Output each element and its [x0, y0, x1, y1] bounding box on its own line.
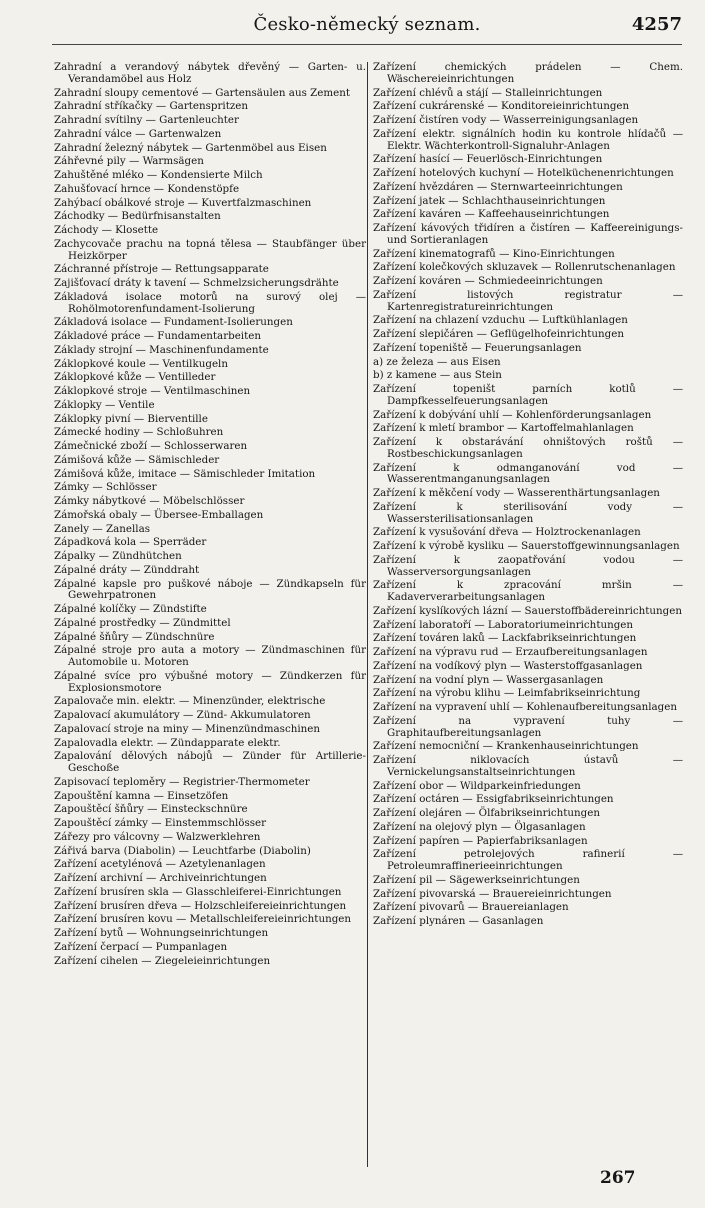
dictionary-entry: Zařízení k výrobě kysliku — Sauerstoffgewinnungsanlagen: [373, 540, 680, 552]
dictionary-entry: Zařízení k odmanganování vod — Wasserentmanganungsanlagen: [373, 461, 683, 486]
dictionary-entry: Zajišťovací dráty k tavení — Schmelzsicherungsdrähte: [54, 277, 339, 289]
dictionary-entry: Základová isolace motorů na surový olej — Rohölmotorenfundament-Isolierung: [54, 290, 366, 315]
dictionary-entry: Zařízení topeniště — Feuerungsanlagen: [373, 341, 582, 354]
dictionary-entry: Zařízení slepičáren — Geflügelhofeinrichtungen: [373, 328, 624, 340]
dictionary-entry: a) ze železa — aus Eisen: [373, 355, 501, 368]
dictionary-entry: Zařízení k zpracování mršin — Kadaververarbeitungsanlagen: [373, 579, 683, 603]
dictionary-entry: Západková kola — Sperräder: [54, 536, 207, 549]
dictionary-entry: Zařízení na vodíkový plyn — Wasterstoffgasanlagen: [373, 659, 643, 672]
dictionary-entry: Zámečnické zboží — Schlosserwaren: [54, 440, 248, 452]
dictionary-entry: Zařízení cihelen — Ziegeleieinrichtungen: [54, 954, 271, 967]
sheet-number: 267: [600, 1168, 636, 1188]
dictionary-entry: Zařízení petrolejových rafinerií — Petroleumraffinerieeinrichtungen: [373, 848, 683, 872]
dictionary-entry: Zápalné dráty — Zünddraht: [54, 563, 200, 576]
dictionary-entry: Zařízení na vodní plyn — Wassergasanlagen: [373, 673, 604, 686]
dictionary-entry: Záklopkové kůže — Ventilleder: [54, 371, 216, 384]
dictionary-entry: Zařízení kováren — Schmiedeeinrichtungen: [373, 275, 603, 287]
dictionary-entry: Zahradní železný nábytek — Gartenmöbel aus Eisen: [54, 141, 327, 154]
dictionary-entry: Zařízení k měkčení vody — Wasserenthärtungsanlagen: [373, 487, 660, 499]
dictionary-entry: Zařízení pivovarská — Brauereieinrichtungen: [373, 887, 612, 900]
dictionary-entry: Zápalné stroje pro auta a motory — Zündmaschinen für Automobile u. Motoren: [54, 644, 366, 668]
dictionary-entry: Zapalovací akumulátory — Zünd- Akkumulatoren: [54, 709, 311, 721]
page-header: [52, 14, 682, 40]
dictionary-entry: Zařízení niklovacích ústavů — Vernickelungsanstaltseinrichtungen: [373, 754, 683, 778]
dictionary-entry: Zařízení obor — Wildparkeinfriedungen: [373, 779, 581, 792]
dictionary-entry: Zařízení octáren — Essigfabrikseinrichtungen: [373, 793, 614, 806]
dictionary-entry: Zařízení pil — Sägewerkseinrichtungen: [373, 873, 580, 886]
dictionary-entry: Zámky nábytkové — Möbelschlösser: [54, 495, 245, 507]
page-number: 4257: [631, 14, 682, 35]
dictionary-entry: Zařízení chemických prádelen — Chem. Wäschereieinrichtungen: [373, 61, 683, 85]
dictionary-entry: Zanely — Zanellas: [54, 522, 151, 535]
dictionary-entry: Zámišová kůže — Sämischleder: [54, 453, 220, 466]
dictionary-entry: Zařízení acetylénová — Azetylenanlagen: [54, 858, 266, 871]
dictionary-entry: Zapalovadla elektr. — Zündapparate elektr.: [54, 736, 281, 749]
dictionary-entry: b) z kamene — aus Stein: [373, 369, 502, 382]
dictionary-entry: Záklopky — Ventile: [54, 398, 155, 411]
dictionary-entry: Zapouštěcí zámky — Einstemmschlösser: [54, 817, 267, 829]
dictionary-entry: Záklopkové stroje — Ventilmaschinen: [54, 385, 251, 397]
dictionary-entry: Zařízení bytů — Wohnungseinrichtungen: [54, 927, 269, 939]
dictionary-entry: Zařízení na vypravení tuhy — Graphitaufbereitungsanlagen: [373, 714, 683, 739]
dictionary-entry: Zářivá barva (Diabolin) — Leuchtfarbe (Diabolin): [54, 844, 311, 857]
dictionary-entry: Zahradní sloupy cementové — Gartensäulen aus Zement: [54, 86, 351, 99]
dictionary-entry: Zařízení k zaopatřování vodou — Wasserversorgungsanlagen: [373, 553, 683, 578]
dictionary-entry: Zahradní svítilny — Gartenleuchter: [54, 114, 239, 126]
dictionary-entry: Záchodky — Bedürfnisanstalten: [54, 210, 221, 223]
dictionary-entry: Záhřevné pily — Warmsägen: [54, 155, 204, 168]
dictionary-entry: Zahuštěné mléko — Kondensierte Milch: [54, 169, 263, 181]
dictionary-entry: Zařízení na vypravení uhlí — Kohlenaufbereitungsanlagen: [373, 701, 677, 713]
dictionary-entry: Zařízení k sterilisování vody — Wassersterilisationsanlagen: [373, 500, 683, 525]
dictionary-entry: Zařízení jatek — Schlachthauseinrichtungen: [373, 194, 606, 207]
dictionary-entry: Zámecké hodiny — Schloßuhren: [54, 426, 224, 439]
dictionary-entry: Zařízení brusíren kovu — Metallschleifereieinrichtungen: [54, 913, 352, 926]
dictionary-entry: Zářezy pro válcovny — Walzwerklehren: [54, 830, 261, 843]
right-column: [373, 62, 683, 930]
dictionary-entry: Zápalné kapsle pro puškové náboje — Zündkapseln für Gewehrpatronen: [54, 577, 366, 602]
dictionary-entry: Zařízení brusíren skla — Glasschleiferei-Einrichtungen: [54, 885, 342, 898]
dictionary-entry: Zahradní stříkačky — Gartenspritzen: [54, 100, 248, 113]
dictionary-entry: Zařízení pivovarů — Brauereianlagen: [373, 901, 569, 914]
dictionary-entry: Zařízení olejáren — Ölfabrikseinrichtungen: [373, 807, 600, 819]
dictionary-entry: Zapouštěcí šňůry — Einsteckschnüre: [54, 803, 248, 816]
dictionary-entry: Zařízení čistíren vody — Wasserreinigungsanlagen: [373, 114, 639, 126]
dictionary-entry: Zápalné šňůry — Zündschnüre: [54, 630, 215, 643]
dictionary-entry: Zapalování dělových nábojů — Zünder für Artillerie-Geschoße: [54, 750, 366, 774]
dictionary-entry: Zařízení archivní — Archiveinrichtungen: [54, 872, 267, 884]
dictionary-entry: Zámořská obaly — Übersee-Emballagen: [54, 508, 264, 521]
dictionary-entry: Záchranné přístroje — Rettungsapparate: [54, 263, 269, 276]
dictionary-entry: Zařízení listových registratur — Kartenregistratureinrichtungen: [373, 288, 683, 313]
dictionary-entry: Zahušťovací hrnce — Kondenstöpfe: [54, 182, 240, 195]
dictionary-entry: Zařízení laboratoří — Laboratoriumeinrichtungen: [373, 618, 634, 631]
dictionary-entry: Základové práce — Fundamentarbeiten: [54, 330, 261, 342]
dictionary-entry: Zařízení na olejový plyn — Ölgasanlagen: [373, 820, 586, 833]
dictionary-entry: Zařízení hvězdáren — Sternwarteeinrichtungen: [373, 180, 623, 193]
dictionary-entry: Zařízení kyslíkových lázní — Sauerstoffbädereinrichtungen: [373, 604, 682, 617]
dictionary-entry: Základová isolace — Fundament-Isolierungen: [54, 316, 293, 329]
header-rule: [52, 44, 682, 45]
dictionary-entry: Zapouštění kamna — Einsetzöfen: [54, 789, 229, 802]
dictionary-entry: Záklopky pivní — Bierventille: [54, 412, 208, 425]
dictionary-entry: Zařízení topeništ parních kotlů — Dampfkesselfeuerungsanlagen: [373, 383, 683, 407]
dictionary-entry: Zápalné prostředky — Zündmittel: [54, 616, 231, 629]
dictionary-entry: Zařízení hotelových kuchyní — Hotelküchenenrichtungen: [373, 167, 674, 179]
dictionary-entry: Zapisovací teploměry — Registrier-Thermometer: [54, 775, 310, 788]
dictionary-entry: Zahradní a verandový nábytek dřevěný — Garten- u. Verandamöbel aus Holz: [54, 61, 366, 85]
dictionary-entry: Zápalné svíce pro výbušné motory — Zündkerzen für Explosionsmotore: [54, 669, 366, 694]
dictionary-entry: Zachycovače prachu na topná tělesa — Staubfänger über Heizkörper: [54, 237, 366, 262]
dictionary-entry: Zápalky — Zündhütchen: [54, 550, 182, 562]
dictionary-entry: Zahýbací obálkové stroje — Kuvertfalzmaschinen: [54, 196, 312, 209]
dictionary-entry: Zařízení kávových třidíren a čistíren — Kaffeereinigungs- und Sortieranlagen: [373, 222, 683, 246]
dictionary-entry: Zámišová kůže, imitace — Sämischleder Imitation: [54, 467, 316, 480]
dictionary-entry: Zámky — Schlösser: [54, 481, 157, 494]
dictionary-entry: Zapalovače min. elektr. — Minenzünder, elektrische: [54, 695, 326, 708]
dictionary-entry: Záklopkové koule — Ventilkugeln: [54, 357, 228, 370]
dictionary-entry: Zařízení cukrárenské — Konditoreieinrichtungen: [373, 100, 630, 113]
dictionary-entry: Zařízení k dobývání uhlí — Kohlenförderungsanlagen: [373, 408, 652, 421]
dictionary-entry: Zařízení kinematografů — Kino-Einrichtungen: [373, 247, 615, 260]
dictionary-entry: Zařízení k mletí brambor — Kartoffelmahlanlagen: [373, 422, 634, 435]
dictionary-entry: Zařízení kolečkových skluzavek — Rollenrutschenanlagen: [373, 261, 676, 274]
dictionary-entry: Zařízení na výrobu klihu — Leimfabrikseinrichtung: [373, 687, 641, 700]
dictionary-entry: Základy strojní — Maschinenfundamente: [54, 343, 269, 356]
dictionary-entry: Zařízení kaváren — Kaffeehauseinrichtungen: [373, 208, 610, 221]
dictionary-entry: Zařízení na výpravu rud — Erzaufbereitungsanlagen: [373, 646, 648, 658]
dictionary-entry: Zařízení plynáren — Gasanlagen: [373, 915, 544, 927]
left-column: [54, 62, 366, 969]
column-divider: [367, 62, 368, 1167]
dictionary-entry: Zařízení na chlazení vzduchu — Luftkühlanlagen: [373, 314, 628, 327]
dictionary-entry: Zařízení továren laků — Lackfabrikseinrichtungen: [373, 632, 637, 645]
dictionary-entry: Zařízení čerpací — Pumpanlagen: [54, 940, 228, 953]
dictionary-entry: Zapalovací stroje na miny — Minenzündmaschinen: [54, 722, 321, 735]
dictionary-entry: Záchody — Klosette: [54, 224, 159, 236]
dictionary-entry: Zařízení nemocniční — Krankenhauseinrichtungen: [373, 740, 639, 753]
dictionary-entry: Zařízení k vysušování dřeva — Holztrockenanlagen: [373, 526, 641, 539]
dictionary-entry: Zařízení hasící — Feuerlösch-Einrichtungen: [373, 153, 603, 166]
dictionary-entry: Zařízení brusíren dřeva — Holzschleifereieinrichtungen: [54, 899, 347, 912]
dictionary-entry: Zařízení k obstarávání ohništových roštů — Rostbeschickungsanlagen: [373, 436, 683, 460]
page-title: Česko-německý seznam.: [253, 14, 481, 35]
dictionary-entry: Zařízení papíren — Papierfabriksanlagen: [373, 834, 588, 847]
dictionary-entry: Zařízení elektr. signálních hodin ku kontrole hlídačů — Elektr. Wächterkontroll-Signaluhr-Anlagen: [373, 127, 683, 152]
dictionary-entry: Zápalné kolíčky — Zündstifte: [54, 603, 207, 615]
dictionary-entry: Zahradní válce — Gartenwalzen: [54, 127, 222, 140]
dictionary-entry: Zařízení chlévů a stájí — Stalleinrichtungen: [373, 86, 603, 99]
